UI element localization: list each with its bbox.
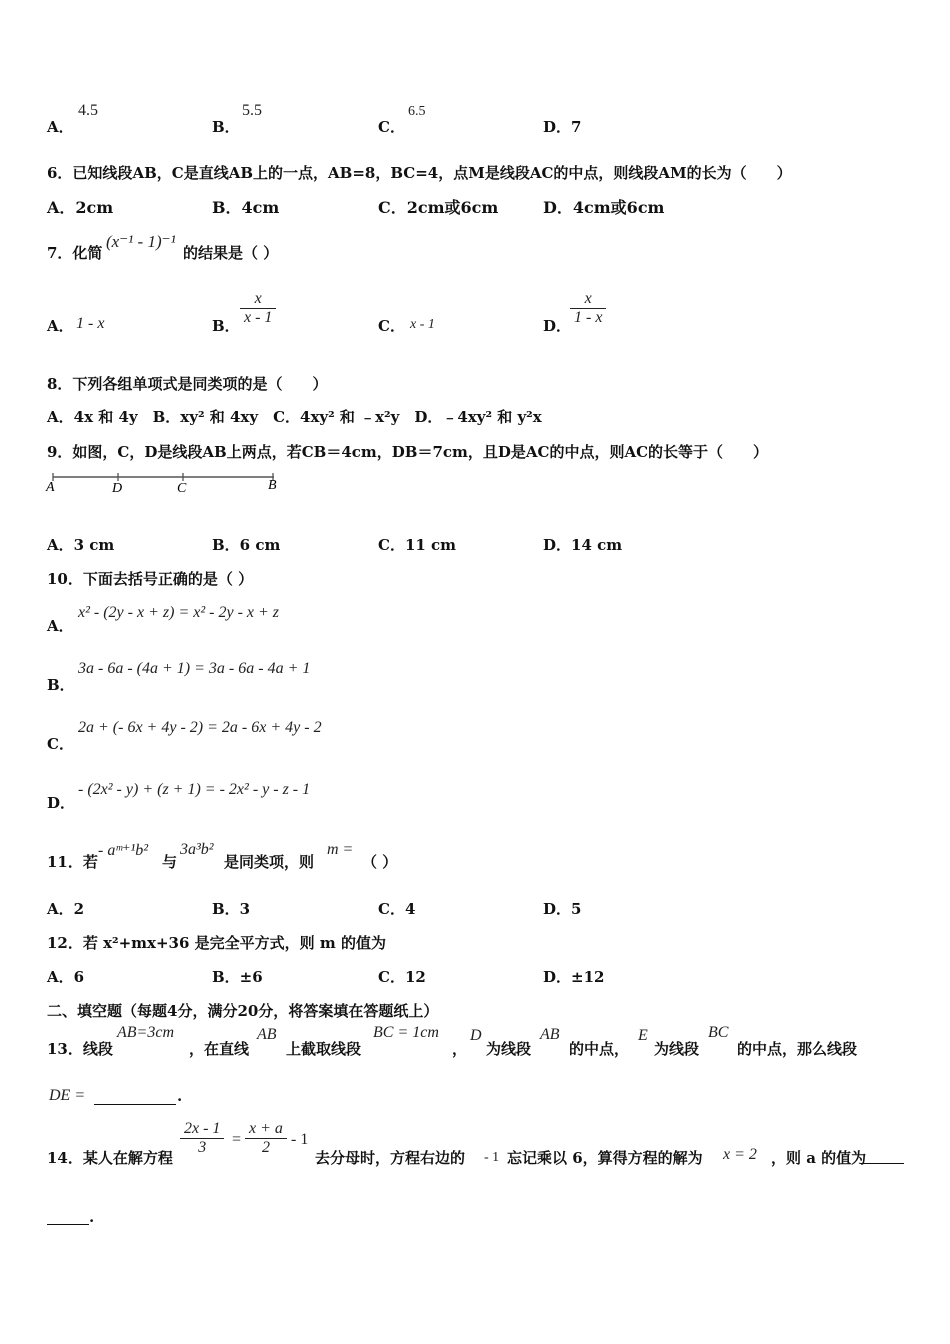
q13-answer-expr: DE = [49,1087,86,1104]
q8-options: A．4x 和 4y B．xy² 和 4xy C．4xy² 和 ﹣x²y D．﹣4xy² 和 y²x [47,408,542,426]
q13-math-bc-length: BC = 1cm [373,1024,439,1041]
q9-option-d: D．14 cm [543,536,623,554]
q11-option-b: B．3 [212,900,251,918]
q11-option-c: C．4 [378,900,416,918]
q14-fraction-right [245,1120,287,1157]
q11-stem-suffix: （ ） [362,853,398,871]
q10-option-d-label: D． [47,794,76,812]
q13-math-ab: AB [257,1026,277,1043]
q9-point-b: B [268,478,277,493]
q7-option-d-denominator: 1 - x [574,309,603,326]
q8-stem: 8．下列各组单项式是同类项的是（ ） [47,375,328,393]
q13-math-d: D [470,1027,482,1044]
q10-option-d-expr: - (2x² - y) + (z + 1) = - 2x² - y - z - 1 [78,781,311,798]
q14-fraction-left-denominator: 3 [198,1139,207,1156]
q7-expression: (x⁻¹ - 1)⁻¹ [106,232,176,251]
q10-option-a-expr: x² - (2y - x + z) = x² - 2y - x + z [78,604,280,621]
q5-option-d: D．7 [543,118,582,136]
q14-text-4: ，则 a 的值为 [771,1149,867,1167]
q13-answer-end: . [177,1087,183,1105]
q13-text-1: 13．线段 [47,1040,113,1058]
q13-math-ab-length: AB=3cm [117,1024,174,1041]
q14-minus-one: - 1 [291,1131,309,1148]
q10-option-b-label: B． [47,676,75,694]
q7-option-d-fraction [570,290,606,327]
q14-fraction-right-numerator: x + a [245,1120,287,1139]
q13-text-8: 的中点，那么线段 [737,1040,858,1058]
q11-term-1: - aᵐ⁺¹b² [98,842,149,859]
q10-option-b-expr: 3a - 6a - (4a + 1) = 3a - 6a - 4a + 1 [78,660,311,677]
q14-neg-one: - 1 [484,1150,500,1165]
q13-math-e: E [638,1027,648,1044]
q9-point-a: A [46,480,55,495]
q10-option-c-label: C． [47,735,74,753]
q7-option-d-label: D． [543,317,572,335]
q13-math-bc: BC [708,1024,729,1041]
q5-option-b-label: B． [212,118,240,136]
q7-option-d-numerator: x [570,290,606,309]
q14-text-2: 去分母时，方程右边的 [315,1149,466,1167]
q7-option-a-expr: 1 - x [76,315,105,332]
q10-stem: 10．下面去括号正确的是（ ） [47,570,254,588]
q14-fraction-left-numerator: 2x - 1 [180,1120,224,1139]
q9-option-b: B．6 cm [212,536,281,554]
q9-stem: 9．如图，C，D是线段AB上两点，若CB＝4cm，DB＝7cm，且D是AC的中点，则AC的长等于（ ） [47,443,769,461]
q11-term-2: 3a³b² [180,841,214,858]
q7-option-b-fraction [240,290,276,327]
q13-text-3: 上截取线段 [286,1040,362,1058]
q13-text-4: ， [452,1040,468,1058]
q13-text-5: 为线段 [486,1040,532,1058]
q7-option-c-label: C． [378,317,405,335]
q11-option-a: A．2 [47,900,85,918]
q14-equals-sign: = [232,1131,242,1148]
q14-answer-blank-part-1[interactable] [862,1147,904,1164]
q12-stem: 12．若 x²+mx+36 是完全平方式，则 m 的值为 [47,934,386,952]
q13-answer-blank[interactable] [94,1087,176,1105]
q14-text-3: 忘记乘以 6，算得方程的解为 [507,1149,703,1167]
q13-text-2: ，在直线 [189,1040,250,1058]
q6-option-d: D．4cm或6cm [543,198,665,217]
q5-option-a-label: A． [47,118,74,136]
q11-option-d: D．5 [543,900,582,918]
q7-option-a-label: A． [47,317,74,335]
q9-option-a: A．3 cm [47,536,115,554]
q10-option-c-expr: 2a + (- 6x + 4y - 2) = 2a - 6x + 4y - 2 [78,719,322,736]
q9-point-d: D [112,481,123,496]
q7-option-c-expr: x - 1 [410,317,435,332]
q7-option-b-label: B． [212,317,240,335]
q14-answer-end: . [89,1208,95,1226]
q14-fraction-left [180,1120,224,1157]
section-2-heading: 二、填空题（每题4分，满分20分，将答案填在答题纸上） [47,1002,439,1020]
q14-fraction-right-denominator: 2 [261,1139,270,1156]
q13-text-7: 为线段 [654,1040,700,1058]
q12-option-d: D．±12 [543,968,605,986]
q9-line-segment-figure [44,470,284,496]
q12-option-b: B．±6 [212,968,263,986]
q10-option-a-label: A． [47,617,74,635]
q5-option-c-label: C． [378,118,405,136]
q6-stem: 6．已知线段AB，C是直线AB上的一点，AB=8，BC=4，点M是线段AC的中点，则线段AM的长为（ ） [47,164,792,182]
q7-stem-suffix: 的结果是（ ） [183,244,279,262]
q13-math-ab-2: AB [540,1026,560,1043]
q7-stem-prefix: 7．化简 [47,244,103,262]
q12-option-a: A．6 [47,968,85,986]
q5-option-c-value: 6.5 [408,104,426,119]
q12-option-c: C．12 [378,968,426,986]
q6-option-c: C．2cm或6cm [378,198,499,217]
q11-stem-mid: 与 [162,853,178,871]
q9-option-c: C．11 cm [378,536,457,554]
q7-option-b-denominator: x - 1 [244,309,273,326]
q6-option-b: B．4cm [212,198,280,217]
q11-variable: m = [327,841,354,858]
q14-text-1: 14．某人在解方程 [47,1149,173,1167]
q11-stem-mid2: 是同类项，则 [224,853,315,871]
q11-stem-prefix: 11．若 [47,853,98,871]
q5-option-a-value: 4.5 [78,102,98,119]
q5-option-b-value: 5.5 [242,102,262,119]
q14-solution: x = 2 [723,1146,757,1163]
q6-option-a: A．2cm [47,198,114,217]
q7-option-b-numerator: x [240,290,276,309]
q13-text-6: 的中点， [569,1040,630,1058]
q14-answer-blank-part-2[interactable] [47,1208,89,1225]
q9-point-c: C [177,481,187,496]
